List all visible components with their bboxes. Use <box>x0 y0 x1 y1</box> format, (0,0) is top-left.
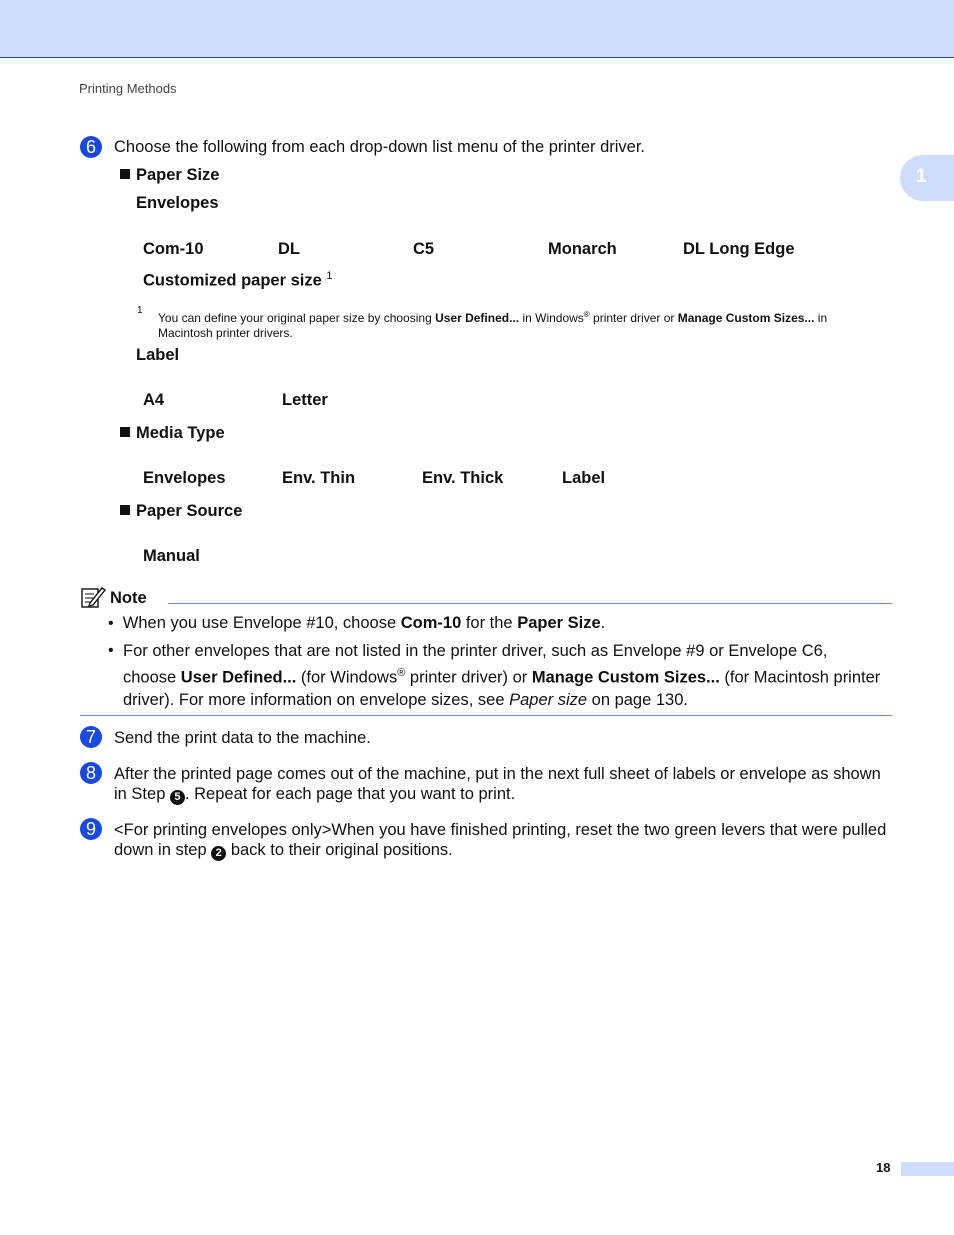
footnote-ref: 1 <box>326 270 333 282</box>
step-9-text: <For printing envelopes only>When you have finished printing, reset the two green levers that were pulled down in step 2 back to their original positions. <box>114 821 887 859</box>
paper-source-heading: Paper Source <box>120 502 242 521</box>
option-env-thick: Env. Thick <box>422 469 504 487</box>
option-manual: Manual <box>143 547 200 565</box>
header-bar <box>0 0 954 58</box>
step-badge-8: 8 <box>80 762 102 784</box>
step-badge-6: 6 <box>80 136 102 158</box>
footnote-mark: 1 <box>137 305 143 316</box>
page-number: 18 <box>876 1160 891 1175</box>
step-ref-2: 2 <box>211 846 226 861</box>
step-6-text: Choose the following from each drop-down list menu of the printer driver. <box>114 138 646 156</box>
step-8-text: After the printed page comes out of the machine, put in the next full sheet of labels or envelope as shown in Step 5 . Repeat for each page that you want to print. <box>114 765 881 803</box>
bullet-square-icon <box>120 169 130 179</box>
page-number-bar <box>901 1162 954 1176</box>
paper-size-heading: Paper Size <box>120 166 219 185</box>
label-subheading: Label <box>136 346 180 364</box>
footnote-text: You can define your original paper size by choosing User Defined... in Windows® printer driver or Manage Custom Sizes... in Macintosh printer drivers. <box>158 310 828 340</box>
note-item-2: For other envelopes that are not listed in the printer driver, such as Envelope #9 or Envelope C6, choose User Defined... (for Windows® printer driver) or Manage Custom Sizes... (for Macintosh printer driver). For more information on envelope sizes, see Paper size on page 130. <box>123 642 881 709</box>
option-a4: A4 <box>143 391 165 409</box>
note-top-rule <box>168 603 892 604</box>
note-label: Note <box>110 589 147 607</box>
chapter-number: 1 <box>916 166 927 187</box>
step-badge-9: 9 <box>80 818 102 840</box>
step-badge-7: 7 <box>80 726 102 748</box>
envelopes-subheading: Envelopes <box>136 194 219 212</box>
bullet-square-icon <box>120 505 130 515</box>
option-label: Label <box>562 469 606 487</box>
note-item-1: • When you use Envelope #10, choose Com-10 for the Paper Size. <box>108 614 606 632</box>
note-icon <box>80 585 106 614</box>
option-monarch: Monarch <box>548 240 617 258</box>
bullet-square-icon <box>120 427 130 437</box>
option-envelopes: Envelopes <box>143 469 226 487</box>
option-customized-paper-size: Customized paper size $^1$ <box>143 270 333 290</box>
note-bullet: • <box>108 642 114 659</box>
option-env-thin: Env. Thin <box>282 469 356 487</box>
step-ref-5: 5 <box>170 790 185 805</box>
option-letter: Letter <box>282 391 328 409</box>
option-c5: C5 <box>413 240 435 258</box>
section-title: Printing Methods <box>79 81 177 96</box>
option-dl-long-edge: DL Long Edge <box>683 240 795 258</box>
option-dl: DL <box>278 240 300 258</box>
option-com10: Com-10 <box>143 240 204 258</box>
note-bottom-rule <box>80 715 892 716</box>
step-7-text: Send the print data to the machine. <box>114 729 371 747</box>
chapter-tab <box>900 155 954 201</box>
media-type-heading: Media Type <box>120 424 225 443</box>
